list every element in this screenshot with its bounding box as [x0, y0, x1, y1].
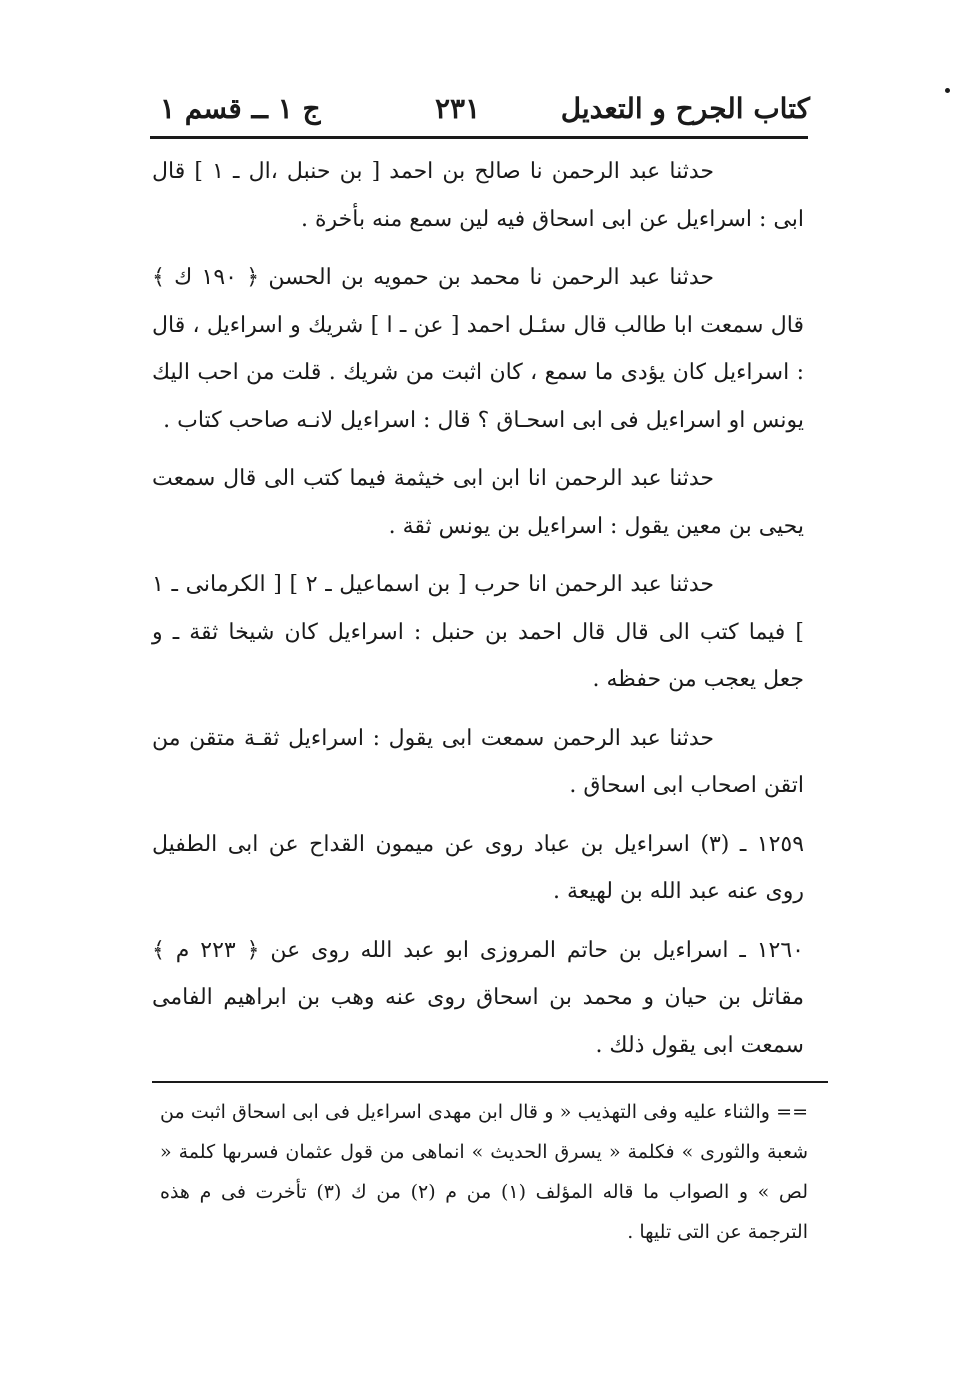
entry-1259: ١٢٥٩ ـ (٣) اسراءيل بن عباد روى عن ميمون القداح عن ابى الطفيل روى عنه عبد الله بن لهيعة . [152, 831, 805, 904]
page-number: ٢٣١ [435, 92, 481, 125]
ink-speck [945, 88, 950, 93]
paragraph: حدثنا عبد الرحمن نا محمد بن حمويه بن الحسن ﴿ ١٩٠ ك ﴾ قال سمعت ابا طالب قال سئـل احمد [ عن ـ ا ] شريك و اسراءيل ، قال : اسراءيل كان يؤدى ما سمع ، كان اثبت من شريك . قلت من احب اليك يونس او اسراءيل فى ابى اسحـاق ؟ قال : اسراءيل لانـه صاحب كتاب . [152, 265, 804, 433]
main-text [152, 148, 804, 1080]
paragraph: حدثنا عبد الرحمن انا حرب [ بن اسماعيل ـ ٢ ] [ الكرمانى ـ ١ ] فيما كتب الى قال قال احمد بن حنبل : اسراءيل كان شيخا ثقة ـ و جعل يعجب من حفظه . [152, 572, 804, 692]
footnote-rule [152, 1081, 828, 1083]
paragraph: حدثنا عبد الرحمن سمعت ابى يقول : اسراءيل ثقـة متقن من اتقن اصحاب ابى اسحاق . [152, 725, 804, 798]
book-title: كتاب الجرح و التعديل [560, 92, 810, 125]
header-rule [150, 136, 808, 139]
paragraph: حدثنا عبد الرحمن انا ابن ابى خيثمة فيما كتب الى قال سمعت يحيى بن معين يقول : اسراءيل بن يونس ثقة . [152, 466, 804, 539]
volume-label: ج ١ ــ قسم ١ [160, 92, 321, 125]
paragraph: حدثنا عبد الرحمن نا صالح بن احمد [ بن حنبل ،ال ـ ١ ] قال ابى : اسراءيل عن ابى اسحاق فيه لين سمع منه بأخرة . [152, 159, 804, 232]
running-header [150, 88, 810, 138]
entry-1260: ١٢٦٠ ـ اسراءيل بن حاتم المروزى ابو عبد الله روى عن ﴿ ٢٢٣ م ﴾ مقاتل بن حيان و محمد بن اسحاق روى عنه وهب بن ابراهيم الفامى سمعت ابى يقول ذلك . [152, 937, 804, 1058]
footnote: == والثناء عليه وفى التهذيب « و قال ابن مهدى اسراءيل فى ابى اسحاق اثبت من شعبة والثورى » فكلمة « يسرق الحديث » انماهى من قول عثمان فسرىها كلمة « لص » و الصواب ما قاله المؤلف (١) من م (٢) من ك (٣) تأخرت فى م هذه الترجمة عن التى تليها . [160, 1101, 808, 1243]
